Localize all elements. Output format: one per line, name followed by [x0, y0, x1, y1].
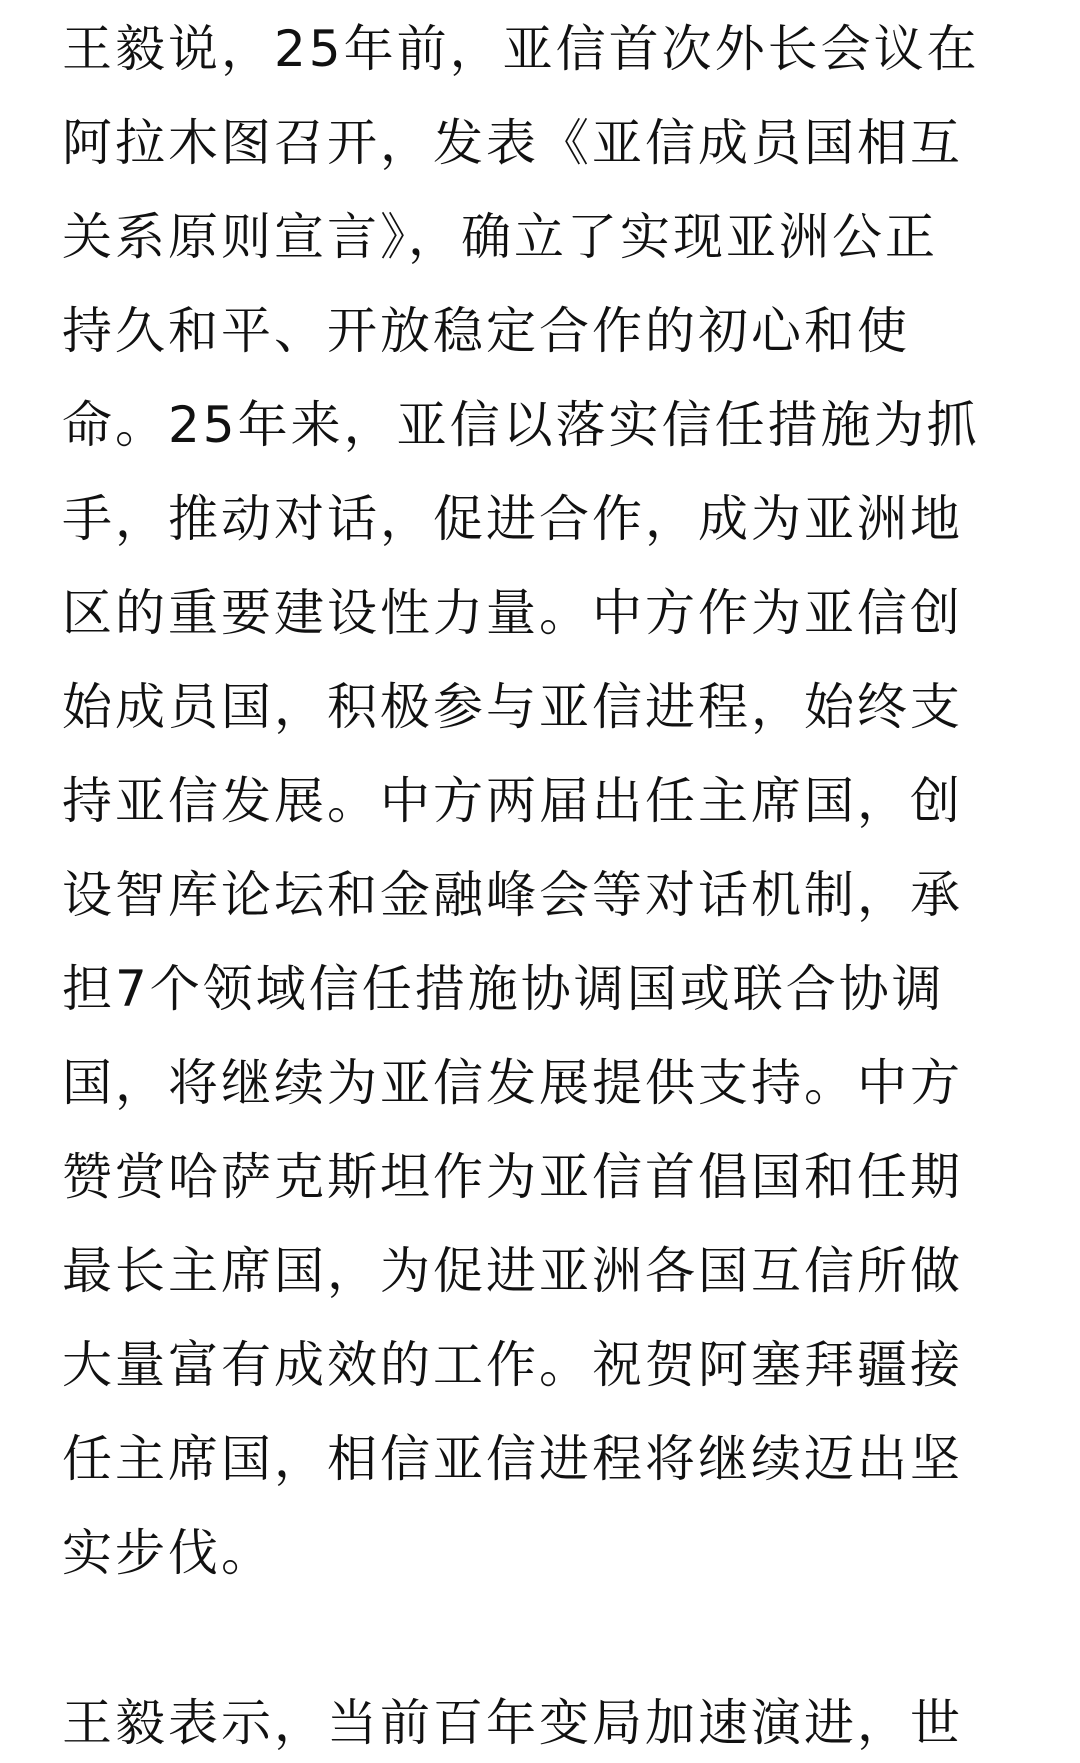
text-line: 国，将继续为亚信发展提供支持。中方 [62, 1054, 963, 1112]
text-line: 阿拉木图召开，发表《亚信成员国相互 [62, 114, 963, 172]
text-line: 关系原则宣言》，确立了实现亚洲公正 [62, 208, 938, 266]
text-line: 实步伐。 [62, 1524, 274, 1582]
text-line: 王毅说，25年前，亚信首次外长会议在 [62, 20, 980, 78]
text-line: 始成员国，积极参与亚信进程，始终支 [62, 678, 963, 736]
text-line: 任主席国，相信亚信进程将继续迈出坚 [62, 1430, 963, 1488]
text-line: 区的重要建设性力量。中方作为亚信创 [62, 584, 963, 642]
paragraph [62, 1676, 1022, 1763]
paragraph [62, 2, 1022, 1600]
text-line: 设智库论坛和金融峰会等对话机制，承 [62, 866, 963, 924]
text-line: 王毅表示，当前百年变局加速演进，世 [62, 1694, 963, 1752]
text-line: 担7个领域信任措施协调国或联合协调 [62, 960, 945, 1018]
text-line: 赞赏哈萨克斯坦作为亚信首倡国和任期 [62, 1148, 963, 1206]
text-line: 手，推动对话，促进合作，成为亚洲地 [62, 490, 963, 548]
text-line: 命。25年来，亚信以落实信任措施为抓 [62, 396, 980, 454]
text-line: 最长主席国，为促进亚洲各国互信所做 [62, 1242, 963, 1300]
text-line: 大量富有成效的工作。祝贺阿塞拜疆接 [62, 1336, 963, 1394]
text-line: 持亚信发展。中方两届出任主席国，创 [62, 772, 963, 830]
text-line: 持久和平、开放稳定合作的初心和使 [62, 302, 910, 360]
